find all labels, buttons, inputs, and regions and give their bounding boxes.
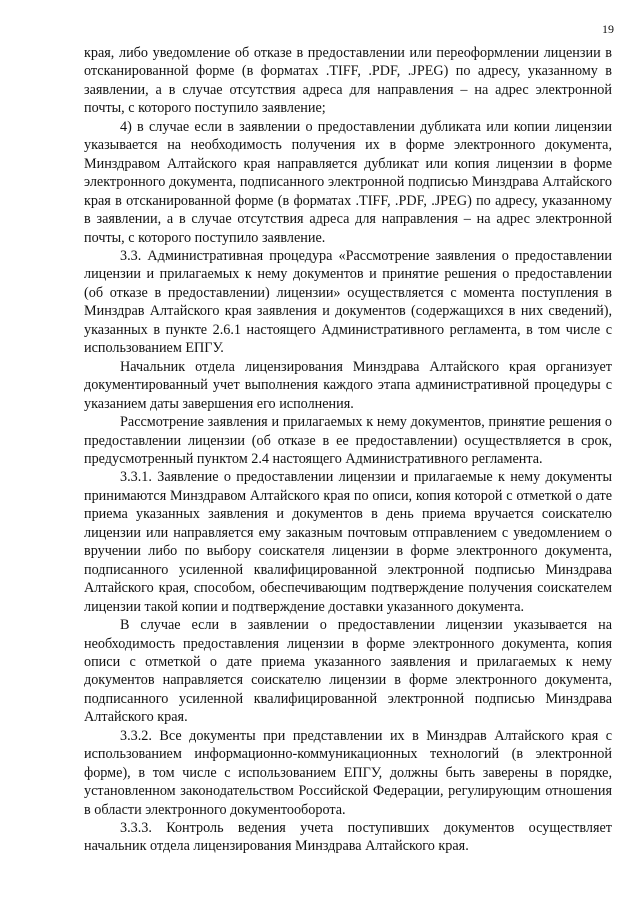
document-body [84,44,612,856]
page-number: 19 [602,22,614,36]
paragraph-head-of-licensing: Начальник отдела лицензирования Минздрава Алтайского края организует документированный учет выполнения каждого этапа административной процедуры с указанием даты завершения его исполнения. [84,358,612,412]
paragraph-electronic-form: В случае если в заявлении о предоставлении лицензии указывается на необходимость предоставления лицензии в форме электронного документа, копия описи с отметкой о дате приема указанного заявления и прилагаемых к нему документов направляется соискателю лицензии в форме электронного документа, подписанного усиленной квалифицированной электронной подписью Минздрава Алтайского края. [84,617,612,726]
paragraph-continuation: края, либо уведомление об отказе в предоставлении или переоформлении лицензии в отсканированной форме (в форматах .TIFF, .PDF, .JPEG) по адресу, указанному в заявлении, а в случае отсутствия адреса для направления – на адрес электронной почты, с которого поступило заявление; [84,45,612,117]
paragraph-item-4: 4) в случае если в заявлении о предоставлении дубликата или копии лицензии указывается на необходимость получения их в форме электронного документа, Минздравом Алтайского края направляется дубликат или копия лицензии в форме электронного документа, подписанного электронной подписью Минздрава Алтайского края в отсканированной форме (в форматах .TIFF, .PDF, .JPEG) по адресу, указанному в заявлении, а в случае отсутствия адреса для направления – на адрес электронной почты, с которого поступило заявление. [84,118,612,246]
paragraph-3-3: 3.3. Административная процедура «Рассмотрение заявления о предоставлении лицензии и прилагаемых к нему документов и принятие решения о предоставлении (об отказе в предоставлении) лицензии» осуществляется с момента поступления в Минздрав Алтайского края заявления и документов (содержащихся в них сведений), указанных в пункте 2.6.1 настоящего Административного регламента, в том числе с использованием ЕПГУ. [84,247,612,357]
paragraph-review-terms: Рассмотрение заявления и прилагаемых к нему документов, принятие решения о предоставлении лицензии (об отказе в ее предоставлении) осуществляется в срок, предусмотренный пунктом 2.4 настоящего Административного регламента. [84,414,612,467]
paragraph-3-3-1: 3.3.1. Заявление о предоставлении лицензии и прилагаемые к нему документы принимаются Минздравом Алтайского края по описи, копия которой с отметкой о дате приема указанных заявления и документов в день приема вручается соискателю лицензии или направляется ему заказным почтовым отправлением с уведомлением о вручении либо по выбору соискателя лицензии в форме электронного документа, подписанного усиленной квалифицированной электронной подписью Минздрава Алтайского края, способом, обеспечивающим подтверждение получения соискателем лицензии такой копии и подтверждение доставки указанного документа. [84,469,612,615]
paragraph-3-3-3: 3.3.3. Контроль ведения учета поступивших документов осуществляет начальник отдела лицензирования Минздрава Алтайского края. [84,820,612,855]
paragraph-3-3-2: 3.3.2. Все документы при представлении их в Минздрав Алтайского края с использованием информационно-коммуникационных технологий (в электронной форме), в том числе с использованием ЕПГУ, должны быть заверены в порядке, установленном законодательством Российской Федерации, регулирующим отношения в области электронного документооборота. [84,727,612,818]
